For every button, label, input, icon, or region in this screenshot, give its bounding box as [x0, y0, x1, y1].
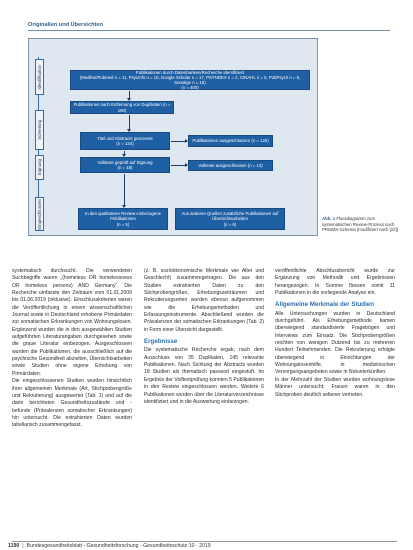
- box-included: In den qualitativen Review einbezogene Publikationen (n = 5): [78, 208, 168, 230]
- box-title-abstract: Titel und Abstracts gescreent (n = 134): [80, 132, 170, 150]
- paragraph: (z. B. sozioökonomische Merkmale wie Alter und Geschlecht) zusammengetragen. Die aus den Studien extrahierten Daten zu den Stichprobengrößen, Erhebungszeiträumen und Rekrutierungsorten wurden ebenso aufgenommen wie die Erhebungsmethoden und Erfassungsinstrumente. Abschließend wurden die Prävalenzen der somatischen Erkrankungen (Tab. 2) in Form einer Übersicht dargestellt.: [144, 268, 264, 333]
- prisma-flowchart: [28, 38, 318, 236]
- section-heading-results: Ergebnisse: [144, 338, 178, 346]
- figure-caption: [322, 216, 404, 233]
- paragraph: Die eingeschlossenen Studien wurden hinsichtlich ihrer allgemeinen Merkmale (Art, Stichprobengröße und Rekrutierung) ausgewertet (Tab. 1) und auf die darin berichteten Gesundheitszustände und -befunde (Prävalenzen somatischer Erkrankungen) hin untersucht. Die extrahierten Daten wurden tabellarisch zusammengefasst.: [12, 378, 132, 429]
- stage-screening: Screening: [35, 110, 44, 150]
- arrow-down-3: [124, 151, 125, 156]
- arrow-right-1: [171, 141, 187, 142]
- arrow-down-4: [124, 174, 125, 207]
- stage-included: Eingeschlossen: [37, 198, 42, 230]
- arrow-right-2: [171, 165, 187, 166]
- paragraph: In der Mehrzahl der Studien wurden wohnungslose Männer untersucht; Frauen waren in den Stichproben deutlich seltener vertreten.: [275, 376, 395, 398]
- footer-divider: [12, 541, 397, 542]
- box-after-duplicates: Publikationen nach Entfernung von Duplikaten (n = 190): [70, 101, 174, 114]
- page-number: 1190: [8, 543, 20, 549]
- box-excluded-title: Publikationen ausgeschlossen (n = 126): [188, 135, 273, 147]
- text-column-middle: [144, 268, 264, 406]
- paragraph: Die systematische Recherche ergab, nach dem Ausschluss von 35 Duplikaten, 145 relevante Publikationen. Nach Sichtung der Abstracts wurden 18 Studien als thematisch passend eingestuft. Im Ergebnis der Volltextprüfung konnten 5 Publikationen in den Review eingeschlossen werden. Weitere 6 Publikationen wurden über die Literaturverzeichnisse identifiziert und in die Auswertung einbezogen.: [144, 347, 264, 405]
- paragraph: systematisch durchsucht. Die verwendeten Suchbegriffe waren „(homeless OR homelessness OR homeless persons) AND Germany“. Die Recherche umfasste den Zeitraum vom 01.01.2009 bis 01.06.2019 (inklusive). Einschlusskriterien waren die Veröffentlichung in einem wissenschaftlichen Journal sowie in Deutschland erhobene Primärdaten zur somatischen Erkrankungen von Wohnungslosen. Ergänzend wurden die in den ausgewählten Studien aufgeführten Literaturangaben durchgesehen sowie die graue Literatur einbezogen. Ausgeschlossen wurden die Publikationen, die ausschließlich auf die psychische Gesundheit abzielten, Übersichtsarbeiten sowie Studien ohne eigene Erhebung von Primärdaten.: [12, 268, 132, 377]
- title-divider: [28, 30, 390, 31]
- section-title: Originalien und Übersichten: [28, 22, 103, 28]
- caption-label: Abb. 1: [322, 216, 336, 221]
- arrow-down-1: [129, 91, 130, 100]
- section-heading-study-features: Allgemeine Merkmale der Studien: [275, 301, 375, 309]
- box-records-identified: Publikationen durch Datenbanken/Recherche identifiziert (Medline/Pubmed n = 11, PsycInfo n = 10, Google Scholar n = 17, PSYNDEX n = 2, CINAHL n = 0, PubPsych n = 9, Sonstige n = 16) (n = 400): [70, 70, 310, 90]
- caption-text: Flussdiagramm zum systematischen Review-Prozess nach PRISMA-Schema (modifiziert nach [22]): [322, 216, 399, 233]
- box-further-sources: Aus anderen Quellen zusätzliche Publikationen auf Übersichtsarbeiten (n = 6): [175, 208, 285, 230]
- text-column-left: [12, 268, 132, 430]
- footer-separator: |: [22, 543, 24, 549]
- page-footer: [8, 543, 211, 549]
- text-column-right: [275, 268, 395, 399]
- paragraph: veröffentlichte Abschlussbericht wurde zur Ergänzung von Methodik und Ergebnissen herangezogen. In Summe flossen somit 11 Publikationen in die vorliegende Analyse ein.: [275, 268, 395, 297]
- stage-eligibility: Eignung: [35, 155, 44, 180]
- box-fulltext-excluded: Volltexte ausgeschlossen (n = 13): [188, 160, 273, 171]
- box-fulltext: Volltexte geprüft auf Eignung (n = 18): [80, 157, 170, 173]
- paragraph: Alle Untersuchungen wurden in Deutschland durchgeführt. Als Erhebungsmethode kamen überwiegend standardisierte Fragebögen und Interviews zum Einsatz. Die Stichprobengrößen reichten von wenigen Dutzend bis zu mehreren Hundert Teilnehmenden. Die Rekrutierung erfolgte überwiegend in Einrichtungen der Wohnungslosenhilfe, in medizinischen Versorgungsangeboten sowie in Notunterkünften.: [275, 310, 395, 376]
- arrow-down-2: [129, 115, 130, 131]
- stage-identification: Identifikation: [35, 59, 44, 95]
- journal-name: Bundesgesundheitsblatt - Gesundheitsforschung - Gesundheitsschutz 10 · 2019: [26, 543, 211, 549]
